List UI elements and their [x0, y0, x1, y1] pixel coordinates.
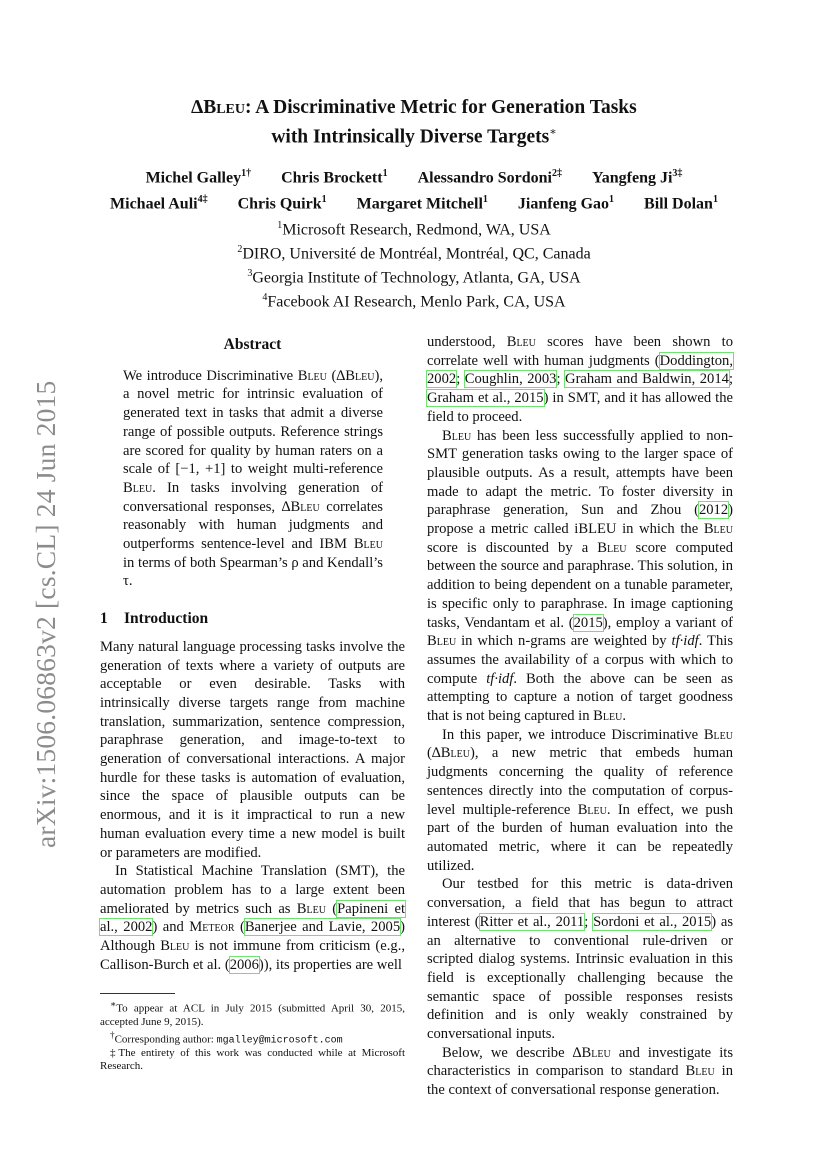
citation-link[interactable]: 2006	[229, 956, 259, 973]
author: Chris Quirk$^1$	[237, 194, 327, 213]
intro-paragraph-1: Many natural language processing tasks involve the generation of texts where a variety of outputs are acceptable or even desirable. Tasks with intrinsically diverse targets range from machine translation, summarization, sentence compression, paraphrase generation, and image-to-text to generation of conversational interactions. A major hurdle for these tasks is automation of evaluation, since the space of plausible outputs can be enormous, and it is it impractical to run a new human evaluation every time a new model is built or parameters are modified.	[100, 638, 405, 861]
abstract-text: We introduce Discriminative Bleu (∆Bleu), a novel metric for intrinsic evaluation of generated text in tasks that admit a diverse range of possible outputs. Reference strings are scored for quality by human raters on a scale of [−1, +1] to weight multi-reference Bleu. In tasks involving generation of conversational responses, ∆Bleu correlates reasonably with human judgments and outperforms sentence-level and IBM Bleu in terms of both Spearman’s ρ and Kendall’s τ.	[123, 367, 383, 590]
citation-link[interactable]: Banerjee and Lavie, 2005	[244, 919, 401, 936]
affiliation: $^1$Microsoft Research, Redmond, WA, USA	[277, 220, 551, 239]
title-line2: with Intrinsically Diverse Targets	[271, 126, 550, 148]
author: Yangfeng $Ji^{3\ddagger}$	[591, 168, 683, 187]
body-paragraph: In this paper, we introduce Discriminative Bleu (∆Bleu), a new metric that embeds human judgments concerning the quality of reference sentences directly into the computation of corpus-level multiple-reference Bleu. In effect, we push part of the burden of human evaluation into the automated metric, where it can be repeatedly utilized.	[427, 726, 733, 874]
author: Michel Galley$^{1\dagger}$	[145, 168, 252, 187]
affiliation: $^4$Facebook AI Research, Menlo Park, CA, USA	[262, 292, 566, 311]
abstract-heading: Abstract	[223, 336, 282, 353]
section-heading-introduction: 1 Introduction	[100, 610, 209, 628]
author: Chris Brockett$^1$	[281, 168, 388, 187]
body-paragraph: Bleu has been less successfully applied to non-SMT generation tasks owing to the larger space of plausible outputs. As a result, attempts have been made to adapt the metric. To foster diversity in paraphrase generation, Sun and Zhou (2012) propose a metric called iBLEU in which the Bleu score is discounted by a Bleu score computed between the source and paraphrase. This solution, in addition to being dependent on a tunable parameter, is specific only to paraphrase. In image captioning tasks, Vendantam et al. (2015), employ a variant of Bleu in which n-grams are weighted by tf·idf. This assumes the availability of a corpus with which to compute tf·idf. Both the above can be seen as attempting to capture a notion of target goodness that is not being captured in Bleu.	[427, 427, 734, 725]
citation-link[interactable]: Coughlin, 2003	[464, 371, 557, 388]
footnote-rule	[100, 993, 175, 994]
footnote: ‡The entirety of this work was conducted while at Microsoft Research.	[100, 1047, 406, 1073]
author: Margaret Mitchell$^1$	[356, 194, 488, 213]
email-address: mgalley@microsoft.com	[216, 1035, 343, 1047]
affiliation: $^3$Georgia Institute of Technology, Atlanta, GA, USA	[247, 268, 581, 287]
title-line1: : A Discriminative Metric for Generation Tasks	[244, 97, 637, 118]
footnotes	[100, 993, 405, 1073]
citation-link[interactable]: Papineni et al., 2002	[100, 900, 405, 936]
author-list	[60, 163, 768, 216]
body-paragraph: Our testbed for this metric is data-driven conversation, a field that has begun to attract interest (Ritter et al., 2011; Sordoni et al., 2015) as an alternative to conventional rule-driven or scripted dialog systems. Intrinsic evaluation in this field is exceptionally challenging because the semantic space of possible responses resists definition and is only weakly constrained by conversational inputs.	[427, 876, 734, 1043]
citation-link[interactable]: Ritter et al., 2011	[479, 913, 585, 930]
citation-link[interactable]: Graham and Baldwin, 2014	[565, 371, 729, 388]
affiliation: $^2$DIRO, Université de Montréal, Montréal, QC, Canada	[237, 244, 591, 263]
title-delta: ∆	[191, 97, 204, 118]
citation-link[interactable]: 2012	[698, 502, 729, 519]
author: Alessandro Sordoni$^{2\ddagger}$	[417, 168, 562, 187]
affiliation-list	[90, 216, 738, 313]
right-column	[427, 333, 733, 1100]
body-paragraph: Below, we describe ∆Bleu and investigate its characteristics in comparison to standard Bleu in the context of conversational response generation.	[427, 1044, 733, 1099]
footnote: ∗To appear at ACL in July 2015 (submitted April 30, 2015, accepted June 9, 2015).	[100, 999, 405, 1028]
title-footnote-mark: ∗	[549, 126, 557, 138]
citation-link[interactable]: 2015	[573, 614, 603, 631]
author: Jianfeng Gao$^1$	[517, 194, 615, 213]
body-paragraph: understood, Bleu scores have been shown to correlate well with human judgments (Doddington, 2002; Coughlin, 2003; Graham and Baldwin, 2014; Graham et al., 2015) in SMT, and it has allowed the field to proceed.	[427, 334, 734, 425]
author: Bill Dolan$^1$	[644, 194, 718, 213]
citation-link[interactable]: Graham et al., 2015	[427, 390, 544, 407]
arxiv-identifier-stamp: arXiv:1506.06863v2 [cs.CL] 24 Jun 2015	[30, 380, 61, 848]
citation-link[interactable]: Doddington, 2002	[427, 352, 733, 388]
citation-link[interactable]: Sordoni et al., 2015	[593, 913, 712, 930]
intro-paragraph-2: In Statistical Machine Translation (SMT), the automation problem has to a large extent been ameliorated by metrics such as Bleu (Papineni et al., 2002) and Meteor (Banerjee and Lavie, 2005) Although Bleu is not immune from criticism (e.g., Callison-Burch et al. (2006)), its properties are well	[100, 863, 405, 973]
paper-title	[90, 96, 738, 150]
left-column	[100, 336, 405, 975]
footnote: †Corresponding author: mgalley@microsoft.com	[110, 1029, 343, 1047]
title-bleu: Bleu	[203, 97, 245, 118]
author: Michael Auli$^{4\ddagger}$	[110, 194, 208, 213]
